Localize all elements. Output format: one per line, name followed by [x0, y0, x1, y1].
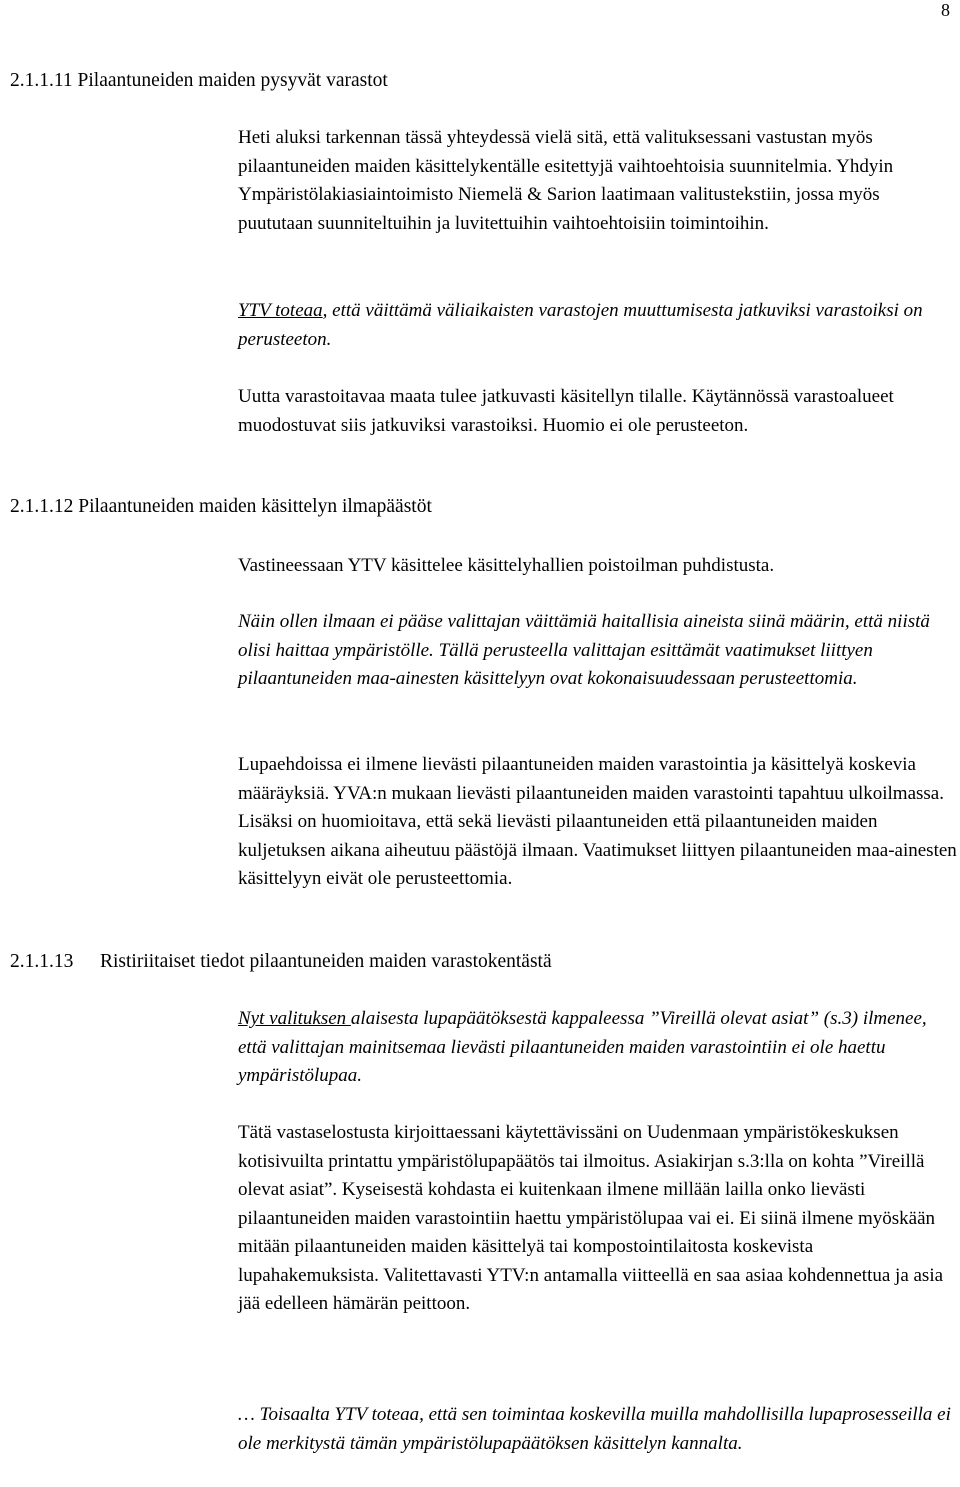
section-13-heading [10, 951, 552, 973]
ytv-toteaa-underlined: YTV toteaa [238, 300, 323, 321]
section-13-paragraph-3: … Toisaalta YTV toteaa, että sen toimintaa koskevilla muilla mahdollisilla lupaprosesseilla ei ole merkitystä tämän ympäristölupapäätöksen käsittelyn kannalta. [238, 1404, 951, 1454]
section-12-heading: 2.1.1.12 Pilaantuneiden maiden käsittelyn ilmapäästöt [10, 496, 432, 517]
section-11-paragraph-2-text: , että väittämä väliaikaisten varastojen muuttumisesta jatkuviksi varastoiksi on perusteeton. [238, 300, 923, 350]
section-12-paragraph-2 [238, 608, 958, 694]
section-11-paragraph-2 [238, 297, 958, 354]
section-13-heading-text: Ristiriitaiset tiedot pilaantuneiden maiden varastokentästä [100, 951, 552, 972]
section-11-heading: 2.1.1.11 Pilaantuneiden maiden pysyvät varastot [10, 70, 388, 91]
page-number: 8 [941, 0, 950, 20]
section-12-paragraph-3: Lupaehdoissa ei ilmene lievästi pilaantuneiden maiden varastointia ja käsittelyä koskevia määräyksiä. YVA:n mukaan lievästi pilaantuneiden maiden varastointi tapahtuu ulkoilmassa. Lisäksi on huomioitava, että sekä lievästi pilaantuneiden että pilaantuneiden maiden kuljetuksen aikana aiheutuu päästöjä ilmaan. Vaatimukset liittyen pilaantuneiden maa-ainesten käsittelyyn eivät ole perusteettomia. [238, 754, 957, 889]
section-13-paragraph-1-text: alaisesta lupapäätöksestä kappaleessa ”Vireillä olevat asiat” (s.3) ilmenee, että valittajan mainitsemaa lievästi pilaantuneiden maiden varastointiin ei ole haettu ympäristölupaa. [238, 1008, 927, 1086]
section-13-paragraph-1 [238, 1005, 958, 1091]
section-11-paragraph-1: Heti aluksi tarkennan tässä yhteydessä vielä sitä, että valituksessani vastustan myös pilaantuneiden maiden käsittelykentälle esitettyjä vaihtoehtoisia suunnitelmia. Yhdyin Ympäristölakiasiaintoimisto Niemelä & Sarion laatimaan valitustekstiin, jossa myös puututaan suunniteltuihin ja luvitettuihin vaihtoehtoisiin toimintoihin. [238, 127, 894, 234]
section-12-paragraph-1: Vastineessaan YTV käsittelee käsittelyhallien poistoilman puhdistusta. [238, 555, 775, 576]
section-12-paragraph-2-quote: Näin ollen ilmaan ei pääse valittajan väittämiä haitallisia aineista siinä määrin, että niistä olisi haittaa ympäristölle. [238, 611, 930, 661]
section-13-paragraph-2: Tätä vastaselostusta kirjoittaessani käytettävissäni on Uudenmaan ympäristökeskuksen kotisivuilta printattu ympäristölupapäätös tai ilmoitus. Asiakirjan s.3:lla on kohta ”Vireillä olevat asiat”. Kyseisestä kohdasta ei kuitenkaan ilmene millään lailla onko lievästi pilaantuneiden maiden varastointiin haettu ympäristölupaa vai ei. Ei siinä ilmene myöskään mitään pilaantuneiden maiden käsittelyä tai kompostointilaitosta koskevista lupahakemuksista. Valitettavasti YTV:n antamalla viitteellä en saa asiaa kohdennettua ja asia jää edelleen hämärän peittoon. [238, 1122, 944, 1314]
section-11-paragraph-3: Uutta varastoitavaa maata tulee jatkuvasti käsitellyn tilalle. Käytännössä varastoalueet muodostuvat siis jatkuviksi varastoiksi. Huomio ei ole perusteeton. [238, 386, 894, 436]
section-13-heading-number: 2.1.1.13 [10, 951, 74, 972]
nyt-valituksen-underlined: Nyt valituksen [238, 1008, 351, 1029]
section-12-paragraph-2-text: Tällä perusteella valittajan esittämät vaatimukset liittyen pilaantuneiden maa-ainesten käsittelyyn ovat kokonaisuudessaan perusteettomia. [238, 639, 873, 689]
